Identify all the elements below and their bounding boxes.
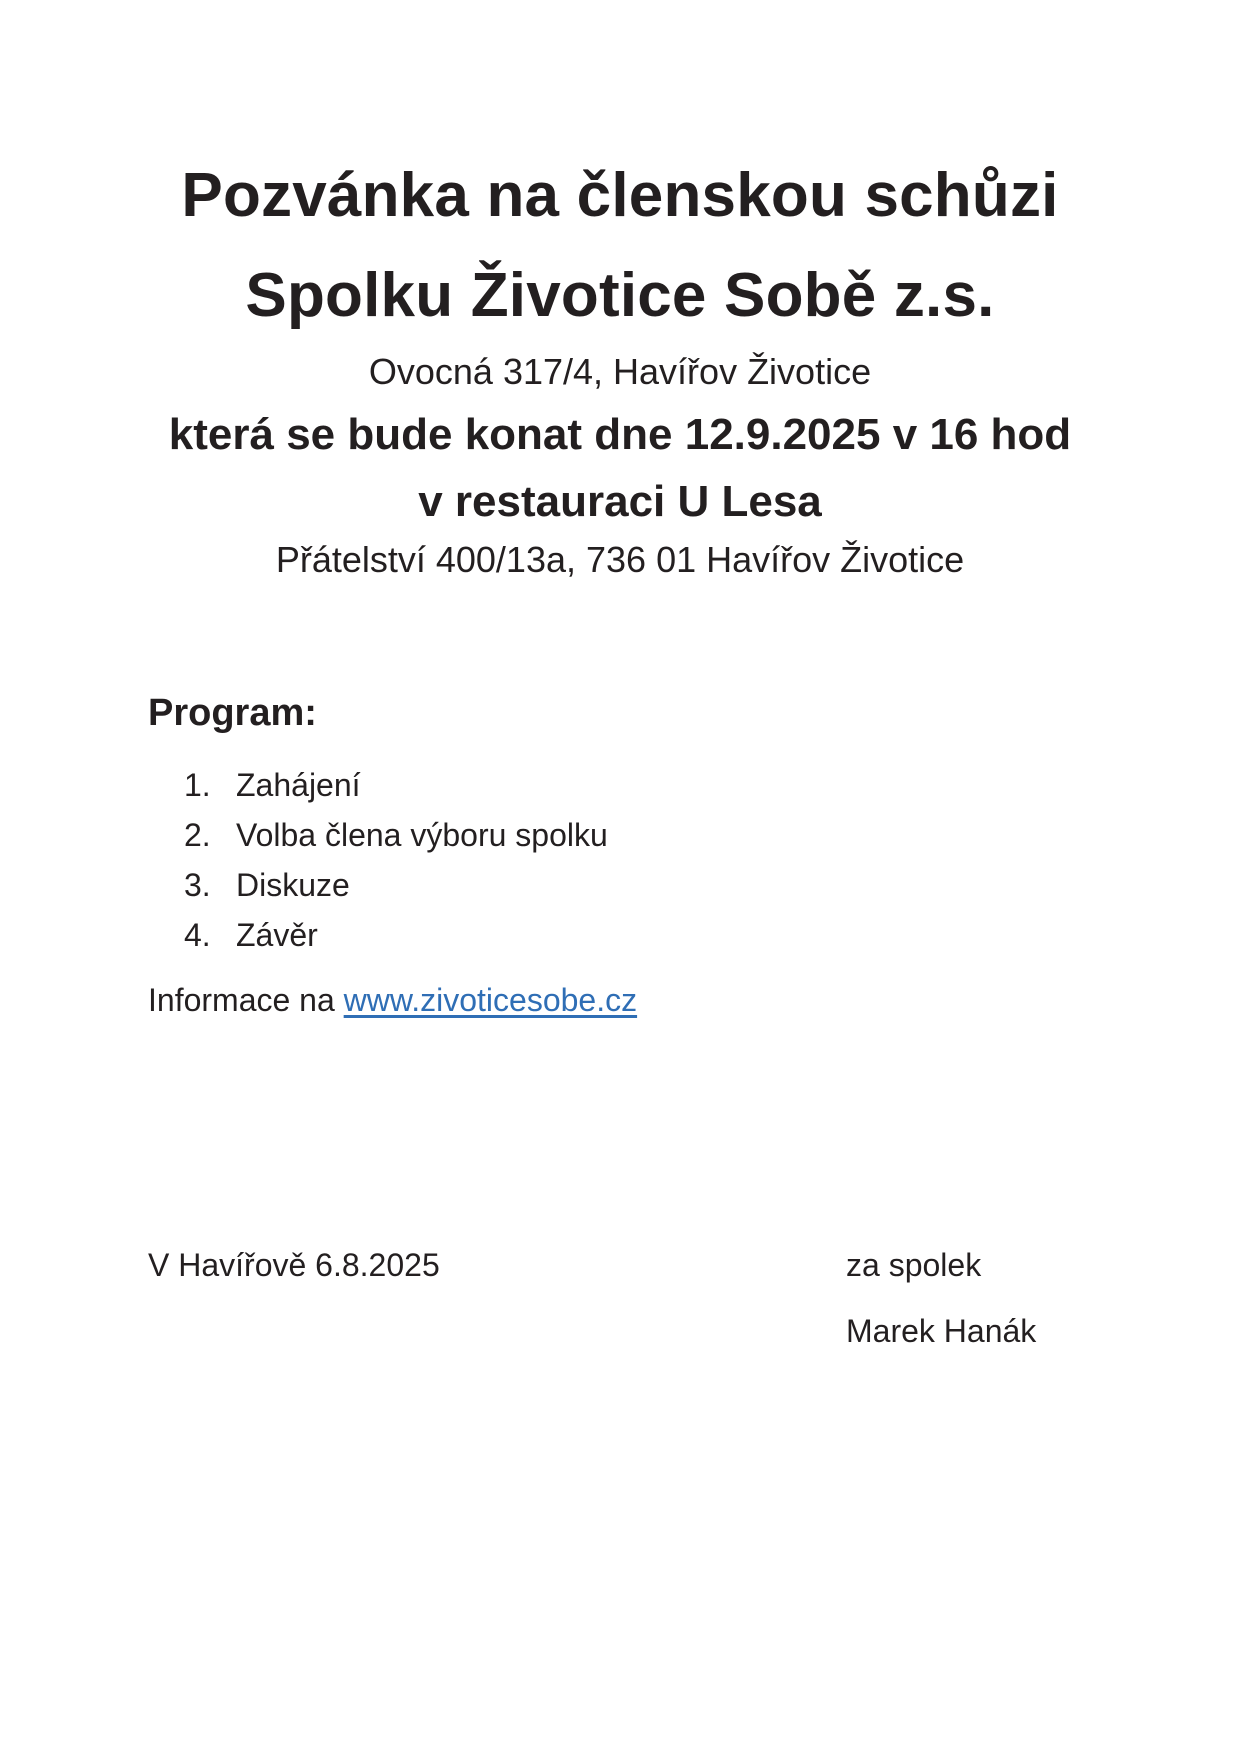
agenda-item-number: 2.: [184, 817, 211, 853]
info-line: [148, 978, 637, 1022]
agenda-item: [184, 910, 608, 960]
signatory-name: Marek Hanák: [846, 1313, 1037, 1349]
venue-address: Přátelství 400/13a, 736 01 Havířov Životice: [275, 539, 965, 580]
website-link[interactable]: www.zivoticesobe.cz: [343, 982, 638, 1018]
document-title-line-1: Pozvánka na členskou schůzi: [181, 161, 1059, 230]
agenda-item-label: Volba člena výboru spolku: [236, 817, 608, 853]
program-heading: Program:: [148, 692, 317, 734]
agenda-item-number: 3.: [184, 867, 211, 903]
agenda-item: [184, 860, 608, 910]
info-prefix: Informace na: [148, 982, 344, 1018]
signature-block: [846, 1243, 1036, 1353]
on-behalf-label: za spolek: [846, 1247, 982, 1283]
agenda-item-label: Diskuze: [236, 867, 350, 903]
agenda-item-label: Zahájení: [236, 767, 361, 803]
organization-address: Ovocná 317/4, Havířov Životice: [368, 351, 872, 392]
venue-name: v restauraci U Lesa: [418, 477, 822, 526]
agenda-item: [184, 810, 608, 860]
document-title-line-2: Spolku Životice Sobě z.s.: [245, 261, 995, 330]
place-and-date: V Havířově 6.8.2025: [148, 1247, 440, 1283]
meeting-date: která se bude konat dne 12.9.2025 v 16 hod: [168, 410, 1072, 459]
agenda-item: [184, 760, 608, 810]
agenda-list: [184, 760, 608, 960]
agenda-item-label: Závěr: [236, 917, 318, 953]
agenda-item-number: 4.: [184, 917, 211, 953]
agenda-item-number: 1.: [184, 767, 211, 803]
